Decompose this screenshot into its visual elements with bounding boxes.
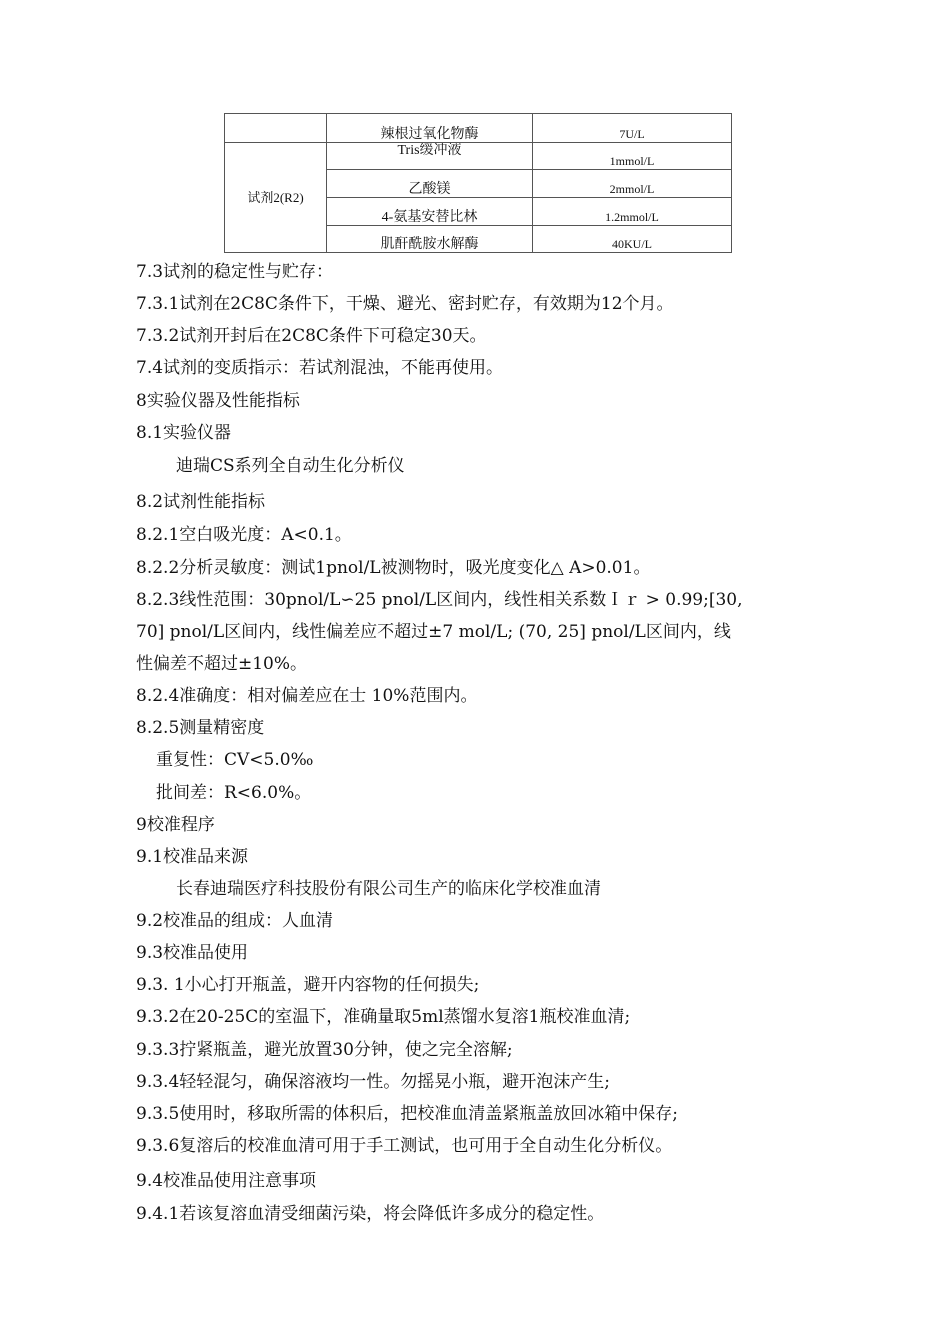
component-cell: 4-氨基安替比林: [327, 198, 533, 226]
paragraph-line: 9.3.6复溶后的校准血清可用于手工测试，也可用于全自动生化分析仪。: [136, 1136, 673, 1156]
paragraph-line: 7.3.1试剂在2C8C条件下，干燥、避光、密封贮存，有效期为12个月。: [136, 294, 674, 314]
paragraph-line: 7.3.2试剂开封后在2C8C条件下可稳定30天。: [136, 326, 487, 346]
paragraph-line: 9.3.2在20-25C的室温下，准确量取5ml蒸馏水复溶1瓶校准血清;: [136, 1007, 631, 1027]
paragraph-line: 批间差：R<6.0%。: [156, 783, 312, 803]
paragraph-line: 9.2校准品的组成：人血清: [136, 911, 334, 931]
concentration-cell: 7U/L: [533, 114, 732, 143]
paragraph-line: 8.2.1空白吸光度：A<0.1。: [136, 525, 352, 545]
paragraph-line: 迪瑞CS系列全自动生化分析仪: [176, 456, 405, 476]
paragraph-line: 性偏差不超过±10%。: [136, 654, 308, 674]
paragraph-line: 9.4.1若该复溶血清受细菌污染，将会降低许多成分的稳定性。: [136, 1204, 605, 1224]
section-heading: 8实验仪器及性能指标: [136, 391, 300, 411]
component-cell: 肌酐酰胺水解酶: [327, 226, 533, 253]
section-heading: 8.2.5测量精密度: [136, 718, 265, 738]
paragraph-line: 8.2.2分析灵敏度：测试1pnol/L被测物时，吸光度变化△ A>0.01。: [136, 558, 651, 578]
paragraph-line: 8.2.3线性范围：30pnol/L∽25 pnol/L区间内，线性相关系数Ｉｒ > 0.99;[30,: [136, 590, 743, 610]
section-heading: 8.1实验仪器: [136, 423, 232, 443]
concentration-cell: 1mmol/L: [533, 143, 732, 170]
reagent-group-cell: 试剂2(R2): [225, 143, 327, 253]
concentration-cell: 40KU/L: [533, 226, 732, 253]
section-heading: 9.4校准品使用注意事项: [136, 1171, 317, 1191]
paragraph-line: 重复性：CV<5.0‰: [156, 750, 314, 770]
paragraph-line: 8.2.4准确度：相对偏差应在士 10%范围内。: [136, 686, 478, 706]
concentration-cell: 2mmol/L: [533, 170, 732, 198]
section-heading: 9.3校准品使用: [136, 943, 249, 963]
paragraph-line: 9.3.5使用时，移取所需的体积后，把校准血清盖紧瓶盖放回冰箱中保存;: [136, 1104, 678, 1124]
section-heading: 8.2试剂性能指标: [136, 492, 266, 512]
section-heading: 9.1校准品来源: [136, 847, 249, 867]
paragraph-line: 9.3.3拧紧瓶盖，避光放置30分钟，使之完全溶解;: [136, 1040, 513, 1060]
paragraph-line: 7.4试剂的变质指示：若试剂混浊，不能再使用。: [136, 358, 504, 378]
paragraph-line: 70] pnol/L区间内，线性偏差应不超过±7 mol/L; (70, 25] pnol/L区间内，线: [136, 622, 731, 642]
paragraph-line: 长春迪瑞医疗科技股份有限公司生产的临床化学校准血清: [176, 879, 601, 899]
paragraph-line: 9.3. 1小心打开瓶盖，避开内容物的任何损失;: [136, 975, 480, 995]
concentration-cell: 1.2mmol/L: [533, 198, 732, 226]
component-cell: 乙酸镁: [327, 170, 533, 198]
paragraph-line: 9.3.4轻轻混匀，确保溶液均一性。勿摇晃小瓶，避开泡沫产生;: [136, 1072, 610, 1092]
section-heading: 7.3试剂的稳定性与贮存：: [136, 262, 334, 282]
component-cell: Tris缓冲液: [327, 143, 533, 170]
section-heading: 9校准程序: [136, 815, 215, 835]
component-cell: 辣根过氧化物酶: [327, 114, 533, 143]
